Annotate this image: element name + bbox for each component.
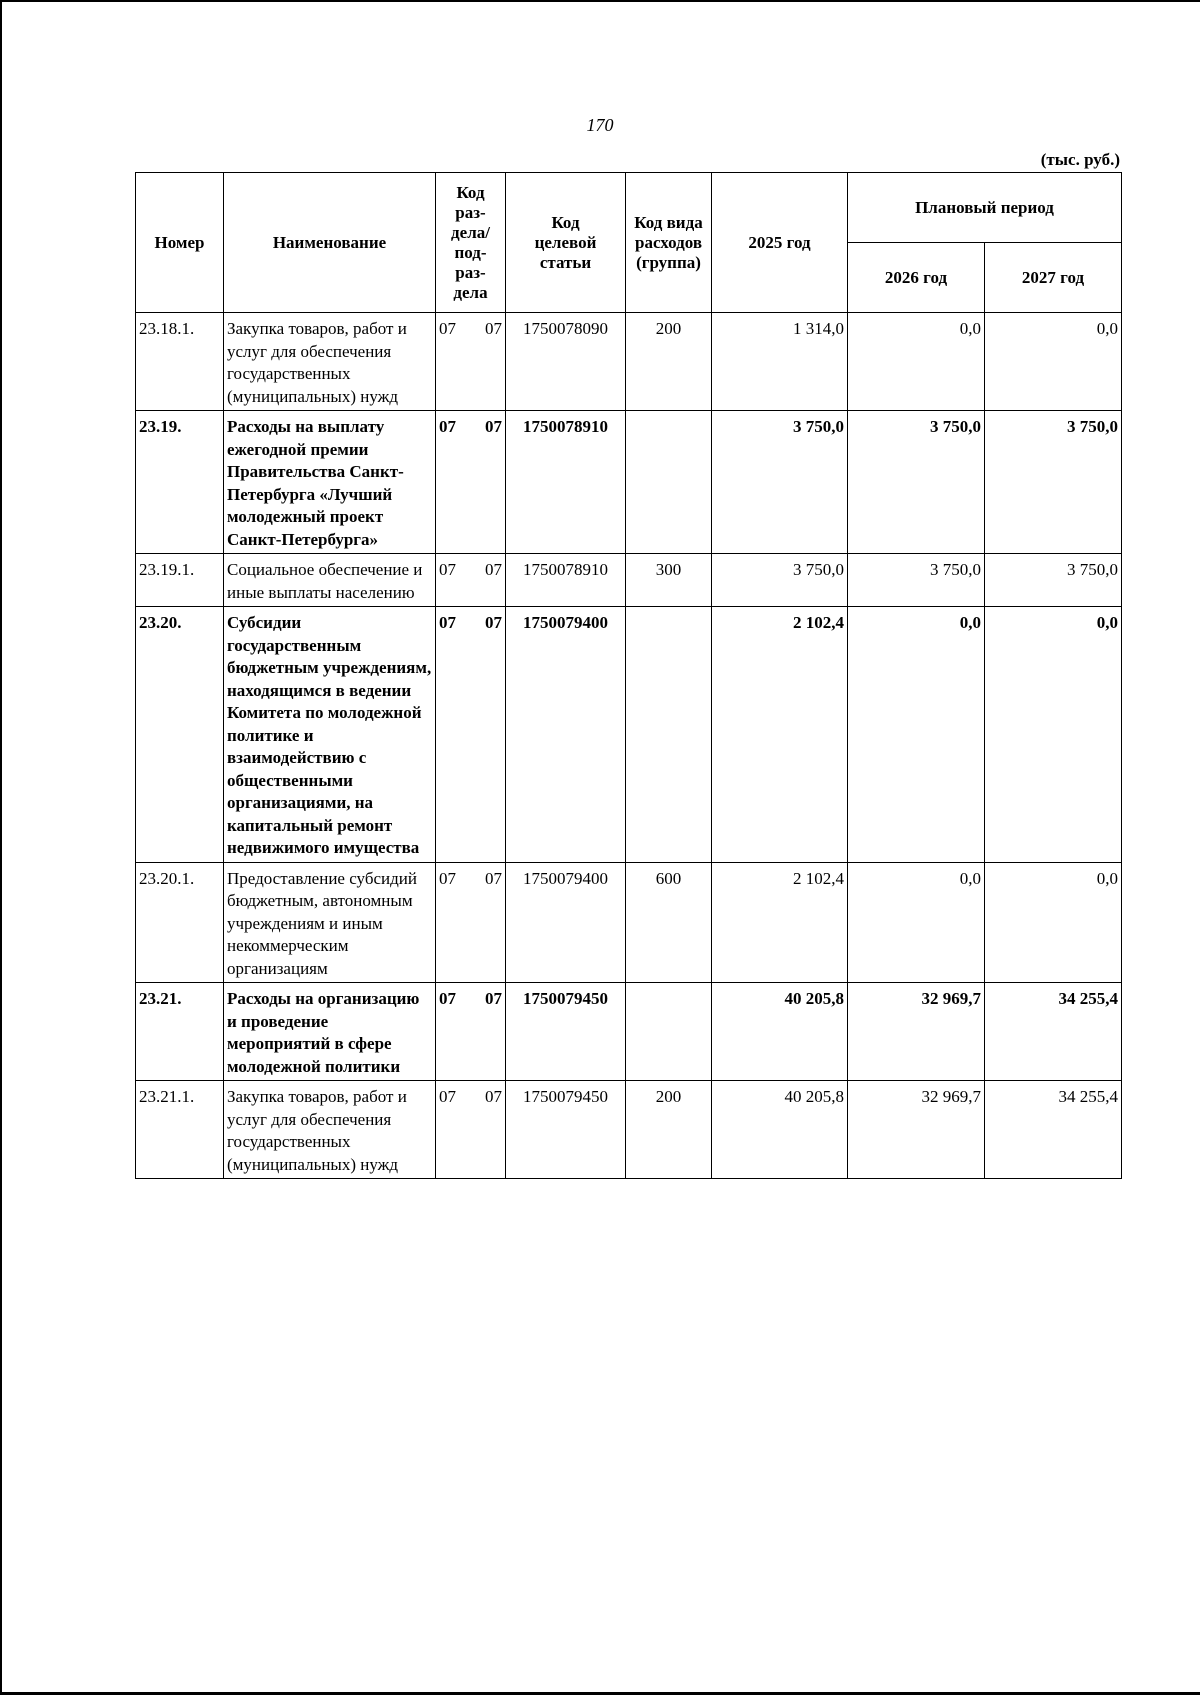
scan-border-top (0, 0, 1200, 2)
header-section-code-line: раз- (455, 202, 486, 222)
header-section-code-line: под- (454, 242, 487, 262)
cell-section: 07 (439, 319, 456, 338)
cell-expense-type: 200 (626, 313, 712, 411)
table-row (136, 554, 1122, 607)
header-target-code-line: Код (551, 212, 580, 232)
cell-2026: 3 750,0 (848, 554, 985, 607)
cell-2026: 3 750,0 (848, 411, 985, 554)
cell-2027: 3 750,0 (985, 411, 1122, 554)
cell-subsection: 07 (485, 868, 502, 888)
header-expense-type-line: (группа) (636, 252, 701, 272)
cell-subsection: 07 (485, 560, 502, 579)
cell-name: Закупка товаров, работ и услуг для обеспечения государственных (муниципальных) нужд (224, 313, 436, 411)
header-target-code-line: статьи (539, 252, 592, 272)
table-body (136, 313, 1122, 1179)
cell-target-code: 1750078910 (506, 554, 626, 607)
cell-number: 23.20.1. (136, 862, 224, 983)
cell-2026: 0,0 (848, 313, 985, 411)
cell-2025: 2 102,4 (712, 862, 848, 983)
cell-section: 07 (439, 613, 456, 632)
cell-target-code: 1750078090 (506, 313, 626, 411)
header-target-code-line: целевой (534, 232, 597, 252)
cell-target-code: 1750078910 (506, 411, 626, 554)
header-expense-type-line: Код вида (634, 212, 703, 232)
cell-number: 23.19. (136, 411, 224, 554)
cell-2025: 2 102,4 (712, 607, 848, 863)
cell-subsection: 07 (485, 613, 502, 632)
cell-target-code: 1750079450 (506, 1081, 626, 1179)
cell-2026: 32 969,7 (848, 1081, 985, 1179)
cell-number: 23.21.1. (136, 1081, 224, 1179)
cell-2027: 34 255,4 (985, 983, 1122, 1081)
header-name: Наименование (224, 173, 436, 313)
cell-section-code (436, 411, 506, 554)
cell-section: 07 (439, 417, 456, 436)
header-year-2026: 2026 год (848, 243, 985, 313)
cell-2025: 3 750,0 (712, 554, 848, 607)
cell-name: Субсидии государственным бюджетным учреждениям, находящимся в ведении Комитета по молодежной политике и взаимодействию с общественными организациями, на капитальный ремонт недвижимого имущества (224, 607, 436, 863)
cell-2027: 34 255,4 (985, 1081, 1122, 1179)
cell-section: 07 (439, 1087, 456, 1106)
cell-2027: 0,0 (985, 313, 1122, 411)
header-section-code-line: раз- (455, 262, 486, 282)
cell-expense-type (626, 983, 712, 1081)
cell-2026: 0,0 (848, 862, 985, 983)
table-row (136, 862, 1122, 983)
table-row (136, 313, 1122, 411)
cell-2026: 0,0 (848, 607, 985, 863)
cell-number: 23.18.1. (136, 313, 224, 411)
cell-subsection: 07 (485, 1087, 502, 1106)
cell-expense-type: 200 (626, 1081, 712, 1179)
cell-name: Закупка товаров, работ и услуг для обеспечения государственных (муниципальных) нужд (224, 1081, 436, 1179)
cell-2025: 40 205,8 (712, 983, 848, 1081)
cell-2027: 3 750,0 (985, 554, 1122, 607)
cell-2026: 32 969,7 (848, 983, 985, 1081)
cell-name: Расходы на организацию и проведение мероприятий в сфере молодежной политики (224, 983, 436, 1081)
cell-section-code (436, 983, 506, 1081)
cell-section: 07 (439, 989, 456, 1008)
cell-subsection: 07 (485, 417, 502, 436)
table-row (136, 607, 1122, 863)
units-label: (тыс. руб.) (1040, 150, 1120, 169)
cell-2025: 40 205,8 (712, 1081, 848, 1179)
cell-expense-type (626, 607, 712, 863)
page-number: 170 (586, 115, 614, 135)
cell-2027: 0,0 (985, 607, 1122, 863)
header-expense-type (626, 173, 712, 313)
cell-target-code: 1750079450 (506, 983, 626, 1081)
cell-section-code (436, 862, 506, 983)
cell-expense-type: 300 (626, 554, 712, 607)
header-target-code (506, 173, 626, 313)
header-expense-type-line: расходов (635, 232, 702, 252)
header-year-2027: 2027 год (985, 243, 1122, 313)
cell-expense-type (626, 411, 712, 554)
header-section-code (436, 173, 506, 313)
header-section-code-line: дела (453, 282, 488, 302)
header-planned-period: Плановый период (848, 173, 1122, 243)
table-row (136, 1081, 1122, 1179)
cell-section-code (436, 607, 506, 863)
cell-section: 07 (439, 868, 456, 888)
cell-number: 23.19.1. (136, 554, 224, 607)
cell-target-code: 1750079400 (506, 862, 626, 983)
table-row (136, 411, 1122, 554)
cell-number: 23.20. (136, 607, 224, 863)
cell-target-code: 1750079400 (506, 607, 626, 863)
cell-name: Предоставление субсидий бюджетным, автономным учреждениям и иным некоммерческим организациям (224, 862, 436, 983)
header-section-code-line: Код (456, 182, 485, 202)
table-row (136, 983, 1122, 1081)
cell-section-code (436, 313, 506, 411)
budget-table (135, 172, 1122, 1179)
cell-2025: 3 750,0 (712, 411, 848, 554)
cell-2025: 1 314,0 (712, 313, 848, 411)
table-header (136, 173, 1122, 313)
header-year-2025: 2025 год (712, 173, 848, 313)
cell-2027: 0,0 (985, 862, 1122, 983)
cell-expense-type: 600 (626, 862, 712, 983)
cell-section: 07 (439, 560, 456, 579)
scan-border-left (0, 0, 2, 1695)
cell-section-code (436, 554, 506, 607)
cell-subsection: 07 (485, 319, 502, 338)
cell-number: 23.21. (136, 983, 224, 1081)
cell-subsection: 07 (485, 989, 502, 1008)
header-section-code-line: дела/ (451, 222, 490, 242)
header-number: Номер (136, 173, 224, 313)
cell-name: Расходы на выплату ежегодной премии Правительства Санкт-Петербурга «Лучший молодежный проект Санкт-Петербурга» (224, 411, 436, 554)
cell-name: Социальное обеспечение и иные выплаты населению (224, 554, 436, 607)
cell-section-code (436, 1081, 506, 1179)
